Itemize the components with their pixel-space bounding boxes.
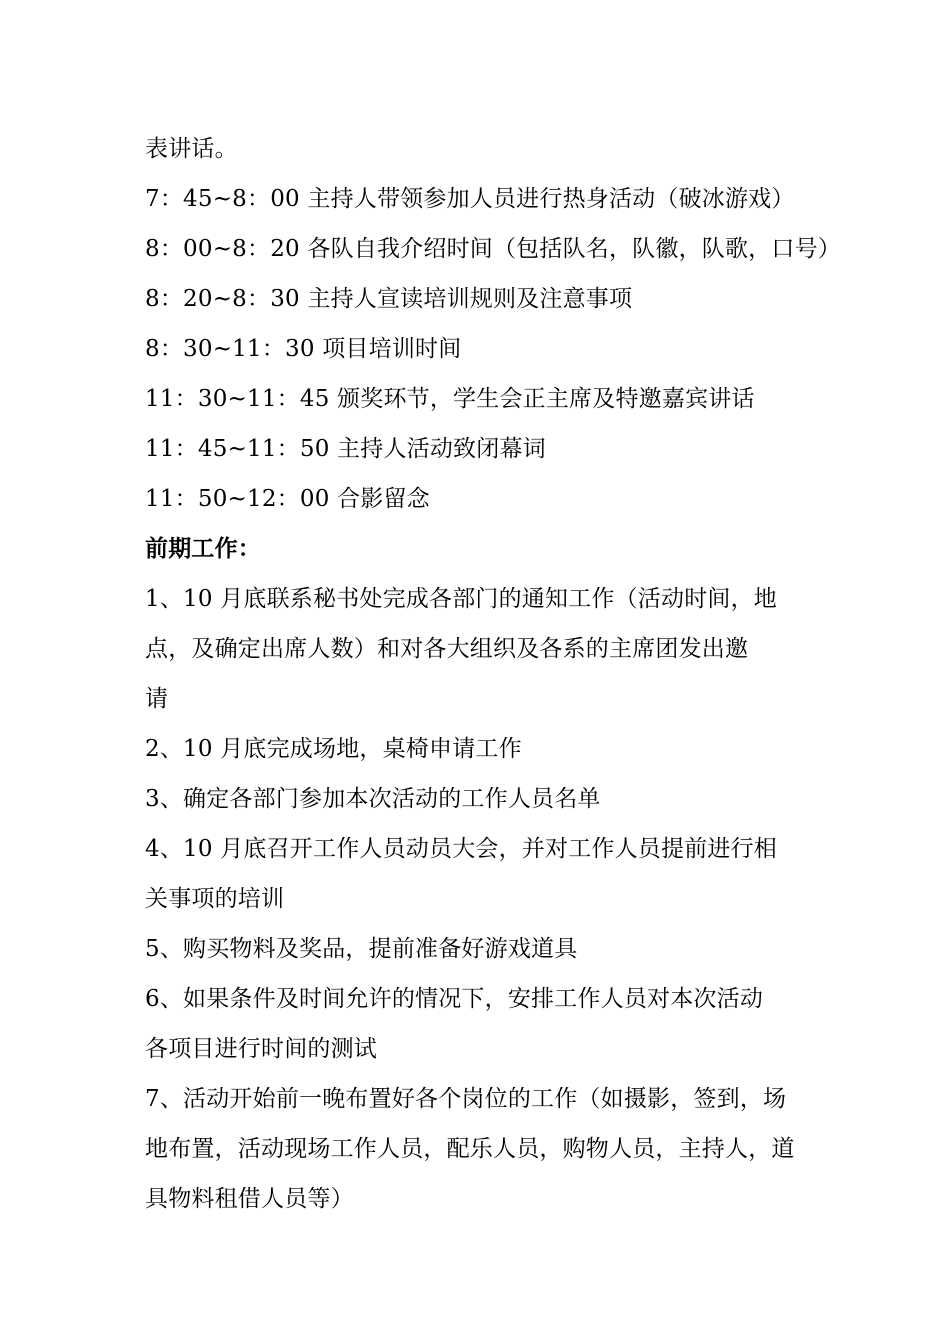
work-item-line: 3、确定各部门参加本次活动的工作人员名单 bbox=[145, 786, 601, 812]
work-item-line: 5、购买物料及奖品，提前准备好游戏道具 bbox=[145, 936, 578, 962]
schedule-line: 8：00~8：20 各队自我介绍时间（包括队名，队徽，队歌，口号） bbox=[145, 236, 841, 262]
work-item-line: 6、如果条件及时间允许的情况下，安排工作人员对本次活动 bbox=[145, 986, 764, 1012]
section-heading: 前期工作： bbox=[145, 535, 261, 562]
work-item-line: 关事项的培训 bbox=[145, 886, 285, 912]
schedule-line: 11：45~11：50 主持人活动致闭幕词 bbox=[145, 436, 546, 462]
work-item-line: 7、活动开始前一晚布置好各个岗位的工作（如摄影，签到，场 bbox=[145, 1086, 787, 1112]
schedule-line: 11：30~11：45 颁奖环节，学生会正主席及特邀嘉宾讲话 bbox=[145, 386, 755, 412]
work-item-line: 地布置，活动现场工作人员，配乐人员，购物人员，主持人，道 bbox=[145, 1136, 795, 1162]
work-item-line: 点，及确定出席人数）和对各大组织及各系的主席团发出邀 bbox=[145, 636, 749, 662]
work-item-line: 请 bbox=[145, 686, 169, 712]
work-item-line: 具物料租借人员等） bbox=[145, 1186, 354, 1212]
schedule-line: 11：50~12：00 合影留念 bbox=[145, 486, 430, 512]
document-body bbox=[145, 124, 841, 1224]
work-item-line: 4、10 月底召开工作人员动员大会，并对工作人员提前进行相 bbox=[145, 836, 778, 862]
work-item-line: 2、10 月底完成场地，桌椅申请工作 bbox=[145, 736, 522, 762]
work-item-line: 1、10 月底联系秘书处完成各部门的通知工作（活动时间，地 bbox=[145, 586, 778, 612]
schedule-line: 8：20~8：30 主持人宣读培训规则及注意事项 bbox=[145, 286, 633, 312]
schedule-line: 表讲话。 bbox=[145, 136, 238, 162]
schedule-line: 7：45~8：00 主持人带领参加人员进行热身活动（破冰游戏） bbox=[145, 186, 795, 212]
work-item-line: 各项目进行时间的测试 bbox=[145, 1036, 377, 1062]
schedule-line: 8：30~11：30 项目培训时间 bbox=[145, 336, 462, 362]
